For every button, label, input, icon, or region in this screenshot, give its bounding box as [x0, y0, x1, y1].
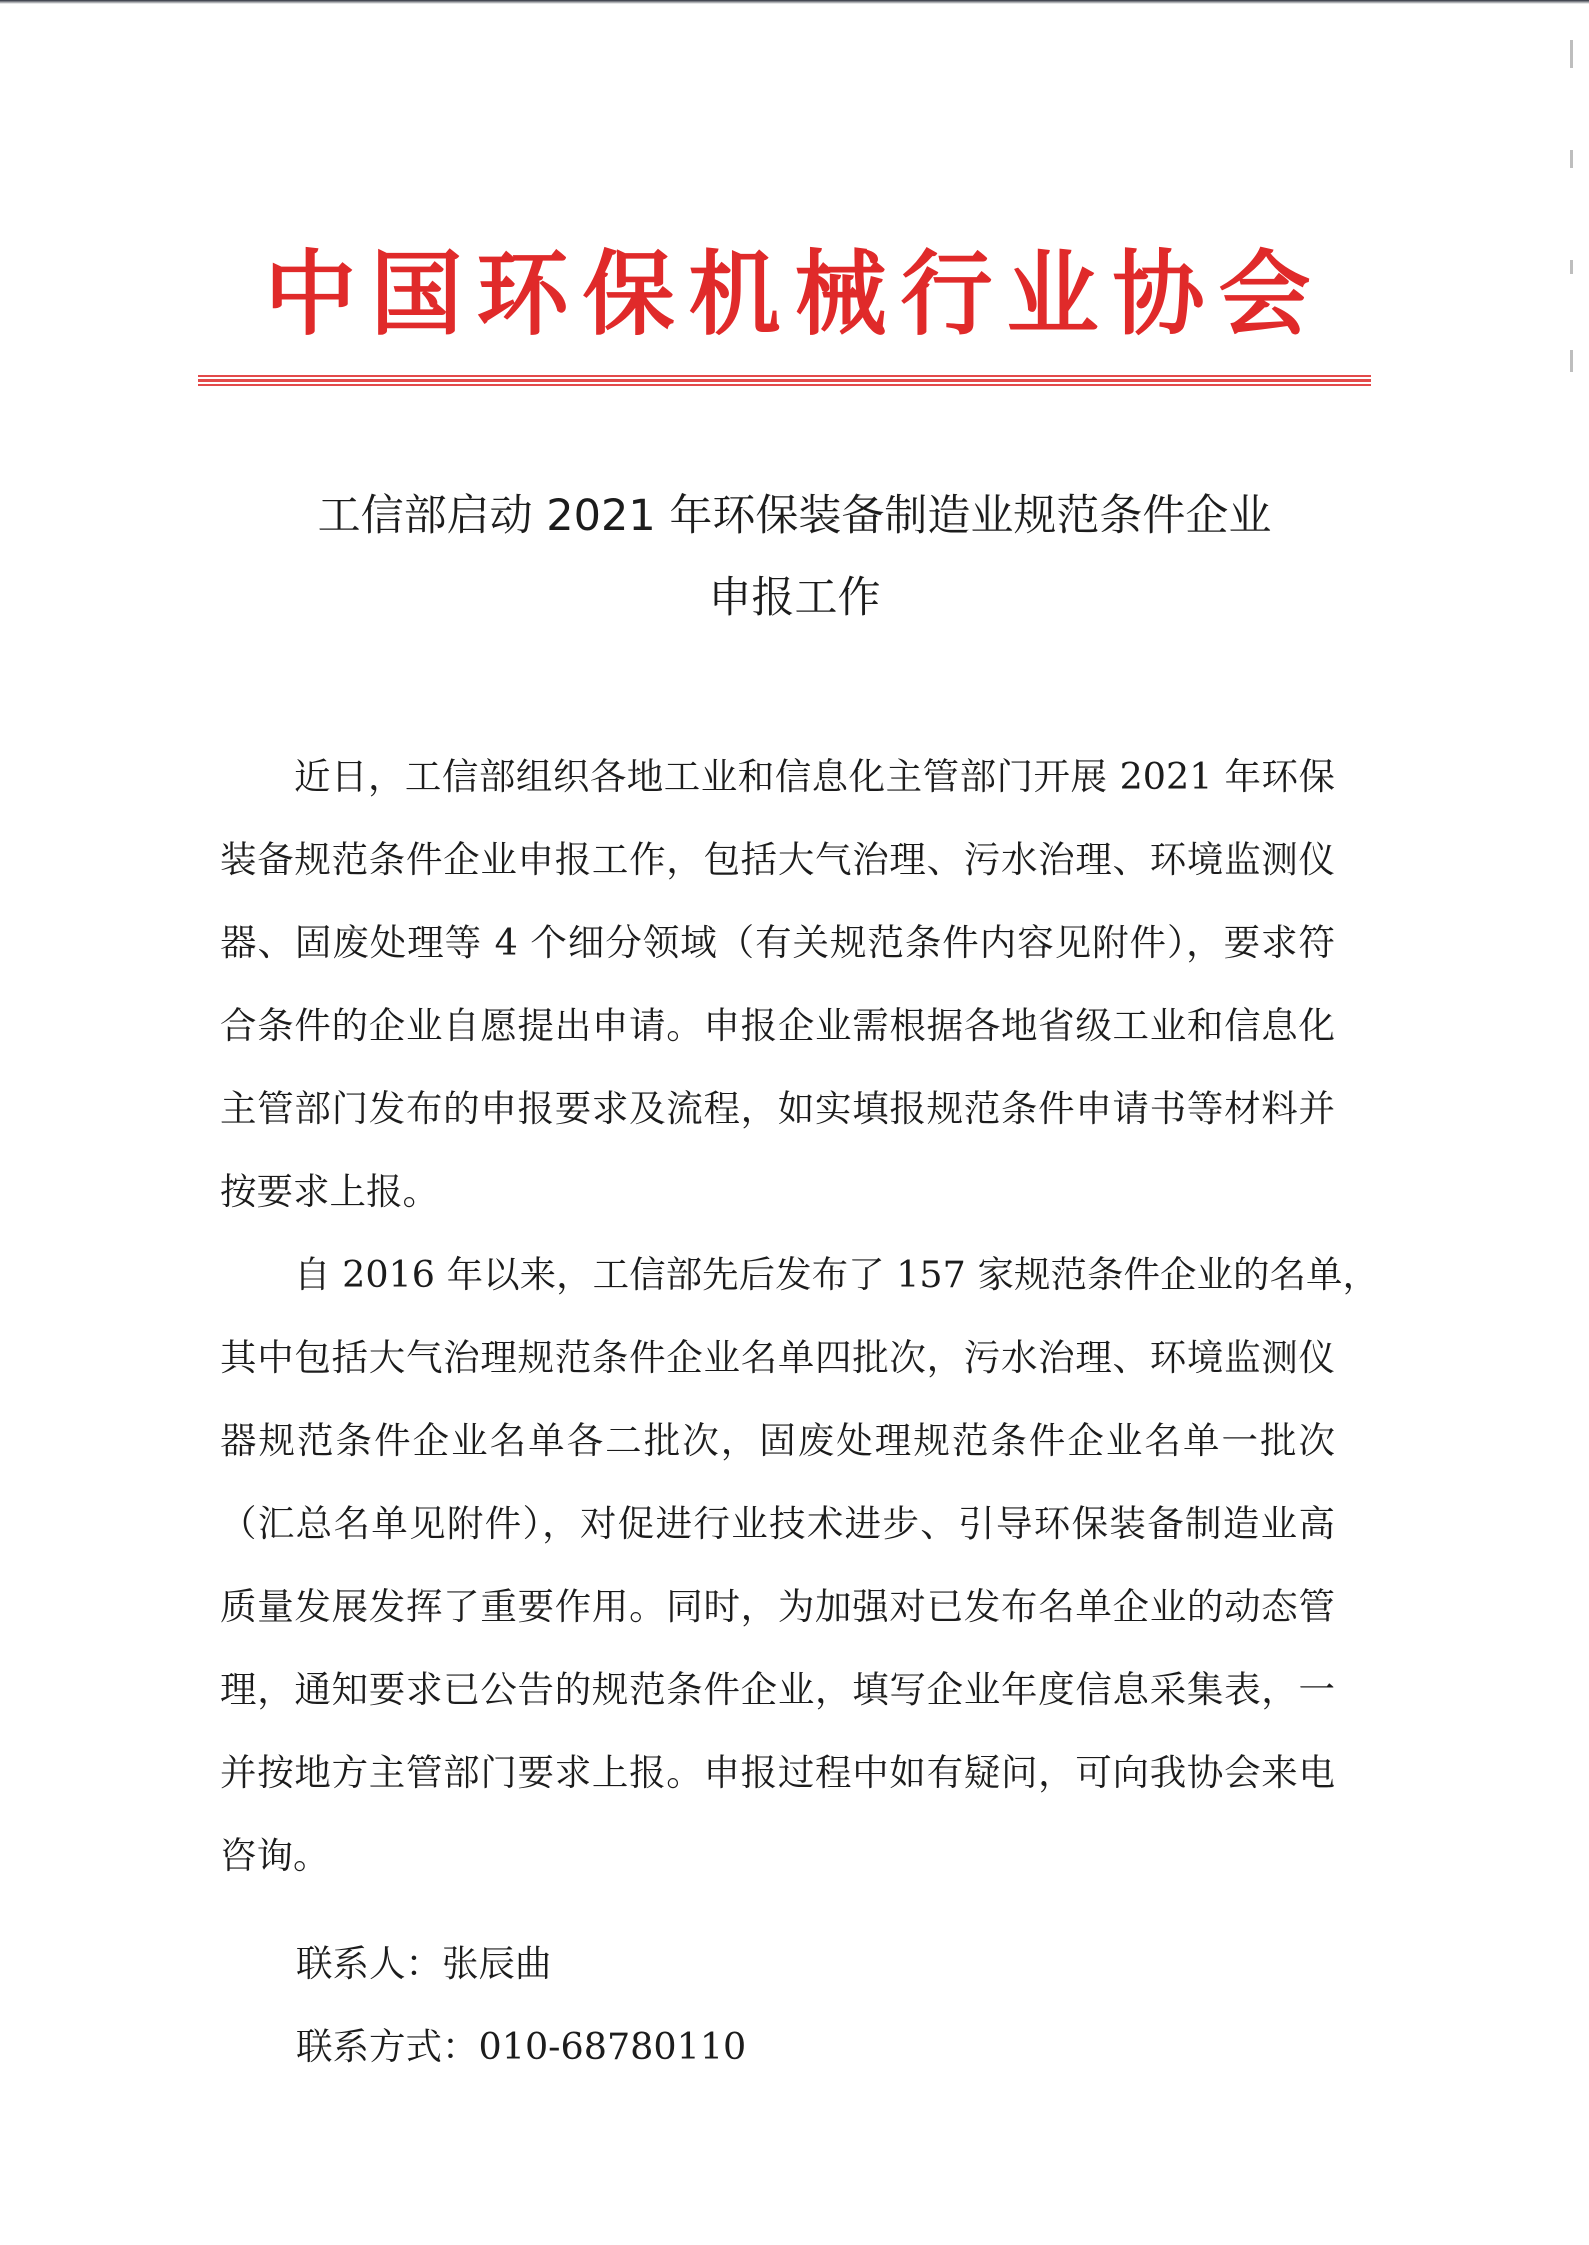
letterhead-red-rule [198, 375, 1371, 387]
paragraph-line: 合条件的企业自愿提出申请。申报企业需根据各地省级工业和信息化 [220, 1004, 1335, 1047]
scan-top-edge [0, 0, 1589, 4]
red-rule-line-middle [198, 379, 1371, 382]
paragraph-line: 其中包括大气治理规范条件企业名单四批次，污水治理、环境监测仪 [220, 1336, 1335, 1379]
red-rule-line-top [198, 375, 1371, 377]
title-line-1: 工信部启动 2021 年环保装备制造业规范条件企业 [317, 491, 1272, 541]
paragraph-line: 器规范条件企业名单各二批次，固废处理规范条件企业名单一批次 [220, 1419, 1335, 1462]
paragraph-2 [220, 1233, 1379, 1897]
paragraph-line: 近日，工信部组织各地工业和信息化主管部门开展 2021 年环保 [294, 755, 1335, 798]
document-title [198, 475, 1391, 639]
contact-person: 联系人：张辰曲 [296, 1942, 552, 1985]
contact-phone: 联系方式：010-68780110 [296, 2025, 747, 2068]
letterhead-organization: 中国环保机械行业协会 [264, 241, 1325, 348]
document-body [220, 735, 1379, 1897]
paragraph-line: 并按地方主管部门要求上报。申报过程中如有疑问，可向我协会来电 [220, 1751, 1335, 1794]
scan-artifacts [1567, 30, 1573, 390]
paragraph-line: 按要求上报。 [220, 1170, 439, 1213]
paragraph-line: 主管部门发布的申报要求及流程，如实填报规范条件申请书等材料并 [220, 1087, 1335, 1130]
paragraph-line: （汇总名单见附件），对促进行业技术进步、引导环保装备制造业高 [220, 1502, 1335, 1545]
paragraph-line: 咨询。 [220, 1834, 330, 1877]
title-line-2: 申报工作 [708, 573, 881, 623]
paragraph-1 [220, 735, 1335, 1233]
paragraph-line: 质量发展发挥了重要作用。同时，为加强对已发布名单企业的动态管 [220, 1585, 1335, 1628]
paragraph-line: 器、固废处理等 4 个细分领域（有关规范条件内容见附件），要求符 [220, 921, 1335, 964]
paragraph-line: 理，通知要求已公告的规范条件企业，填写企业年度信息采集表，一 [220, 1668, 1335, 1711]
paragraph-line: 自 2016 年以来，工信部先后发布了 157 家规范条件企业的名单， [294, 1253, 1379, 1296]
paragraph-line: 装备规范条件企业申报工作，包括大气治理、污水治理、环境监测仪 [220, 838, 1335, 881]
red-rule-line-bottom [198, 384, 1371, 386]
